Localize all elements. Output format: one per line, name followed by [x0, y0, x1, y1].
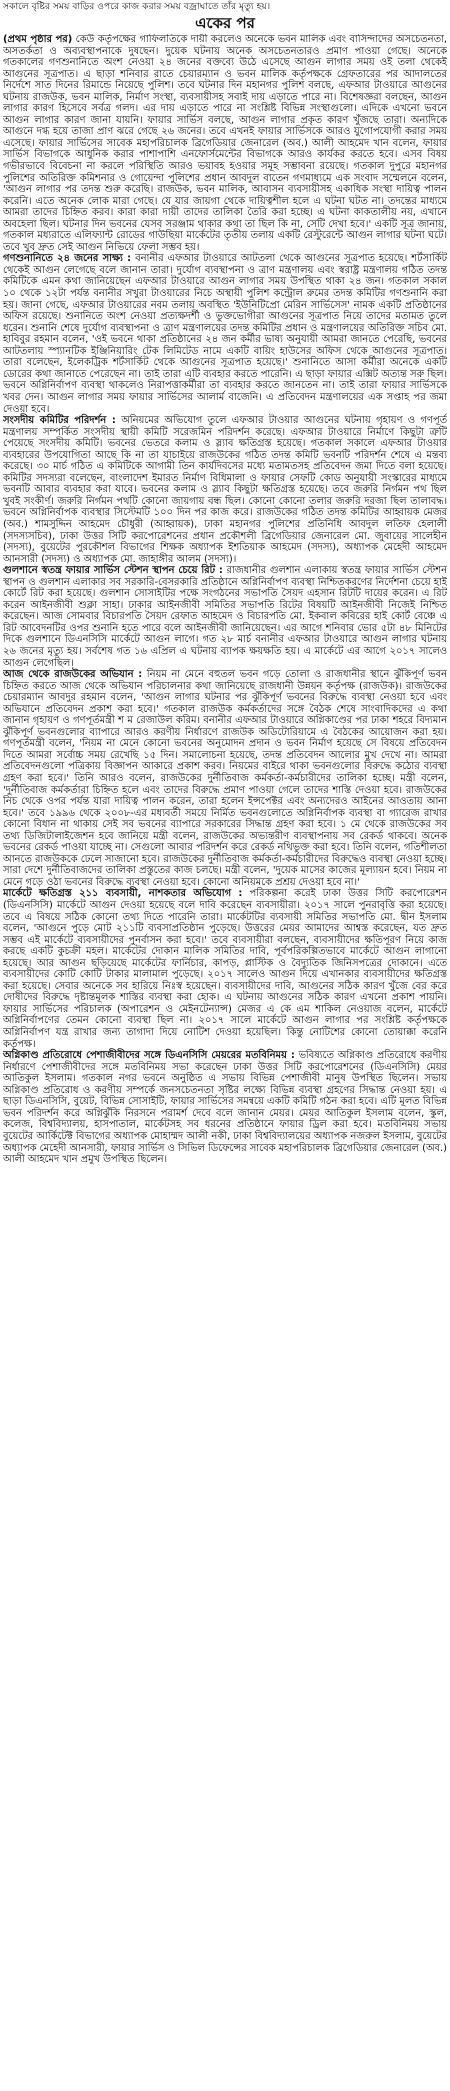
continuation-marker: (প্রথম পৃষ্ঠার পর): [3, 34, 73, 45]
paragraph-text: কেউ কর্তৃপক্ষের গাফিলতিকে দায়ী করলেও অনেকে ভবন মালিক এবং বাসিন্দাদের অসচেতনতা, অসতর্কতা ও অব্যবস্থাপনাকে দুষছেন। দুয়েক ঘটনায় অনেক অসচেতনতারও প্রমাণ পাওয়া গেছে। অনেকে গতকালের গণশুনানিতে অংশ নেওয়া ২৪ জনের বক্তব্যে উঠে এসেছে আগুন লাগার সময় ওই তলা থেকেই আগুনের সূত্রপাত। এ ছাড়া শনিবার রাতে চেয়ারম্যান ও ভবন মালিক কর্তৃপক্ষকে গ্রেফতারের পর আদালতের নির্দেশে সাত দিনের রিমান্ডে নিয়েছে পুলিশ। তবে ঘটনার দিন মহানগর পুলিশ বলছে, এফআর টাওয়ারে আগুনের ঘটনায় রাজউক, ভবন মালিক, নির্মাণ সংস্থা, ব্যবসায়ীসহ সবাই দায় এড়াতে পারে না। বিশেষজ্ঞরা বলছেন, আগুন লাগার কারণ হিসেবে সর্বত্র গলদ। এর দায় এড়াতে পারে না সংশ্লিষ্ট বিভিন্ন সংস্থাগুলো। এদিকে এখনো ভবনে আগুন লাগার কারণ জানা যায়নি। ফায়ার সার্ভিস বলছে, আগুন লাগার প্রকৃত কারণ খুঁজছে তারা। অন্যদিকে আগুনে দগ্ধ হয়ে তাজা প্রাণ ঝরে গেছে ২৬ জনের। তবে এখনই ফায়ার সার্ভিসকে আরও যুগোপযোগী করার সময় এসেছে। ফায়ার সার্ভিসের সাবেক মহাপরিচালক ব্রিগেডিয়ার জেনারেল (অব.) আলী আহমেদ খান বলেন, ফায়ার সার্ভিস বিভাগকে আধুনিক করার পাশাপাশি এনফোর্সমেন্টের বিভাগকে আরও কার্যকর করতে হবে। এসব বিষয় গভীরভাবে বিবেচনা না করলে পরিস্থিতি আরও ভয়াবহ হওয়ার সমূহ সম্ভাবনা রয়েছে। গতকাল দুপুরে মহানগর পুলিশের অতিরিক্ত কমিশনার ও গোয়েন্দা পুলিশের প্রধান আবদুল বাতেন গণমাধ্যমে এক সংবাদ সম্মেলনে বলেন, 'আগুন লাগার পর তদন্ত শুরু করেছি। রাজউক, ভবন মালিক, আবাসন ব্যবসায়ীসহ একাধিক সংস্থা দায়িত্ব পালন করেনি। এতে অনেক লোক মারা গেছে। যে যার জায়গা থেকে দায়িত্বশীল হলে এ ঘটনা ঘটত না। তদন্তের মাধ্যমে আমরা তাদের চিহ্নিত করব। কারা কারা দায়ী তাদের তালিকা তৈরি করা হচ্ছে। এ ঘটনা কাকতালীয় নয়, এখানে অবহেলা ছিল। ঘটনার দিন ভবনের যেসব সরঞ্জাম থাকার কথা তা ছিল কি না, সেটি দেখা হবে।' একটি সূত্র জানায়, গতকাল মধ্যরাতে এলিফ্যান্ট রোডের গাউছিয়া মার্কেটের তৃতীয় তলায় একটি রেস্টুরেন্টে আগুন লাগার ঘটনা ঘটে। তবে খুব দ্রুত সেই আগুন নিভিয়ে ফেলা সম্ভব হয়।: [3, 34, 447, 253]
paragraph-text: অনিয়মের অভিযোগ তুলে এফআর টাওয়ার আগুনের ঘটনায় গৃহায়ণ ও গণপূর্ত মন্ত্রণালয় সম্পর্কিত সংসদীয় স্থায়ী কমিটি সরেজমিন পরিদর্শন করেছে। এফআর টাওয়ারে নির্মাণে কিছুটা ত্রুটি পেয়েছে সংসদীয় কমিটি। ভবনের ভেতরে কলাম ও স্ল্যাব ক্ষতিগ্রস্ত হয়েছে। গতকাল সকালে এফআর টাওয়ার ব্যবহারের উপযোগিতা আছে কি না তা যাচাইয়ে রাজউকের গঠিত তদন্ত কমিটি ভবনটি পরিদর্শন শেষে এ মন্তব্য করেছে। ৩০ মার্চ গঠিত এ কমিটিকে আগামী তিন কার্যদিবসের মধ্যে মতামতসহ প্রতিবেদন জমা দিতে বলা হয়েছে। কমিটির সদস্যরা বলেছেন, বাংলাদেশ ইমারত নির্মাণ বিধিমালা ও ফায়ার সেফটি কোড অনুযায়ী সংস্কারের মাধ্যমে ভবনটি আবার ব্যবহার করা যাবে। ভবনের কলাম ও স্ল্যাব কিছুটা ক্ষতিগ্রস্ত হয়েছে। তবে জরুরি নির্গমন পথ ছিল খুবই সংকীর্ণ। জরুরি নির্গমন পথটি কোনো জায়গায় বন্ধ ছিল। কোনো কোনো তলার জরুরি দরজা ছিল তালাবদ্ধ। ভবনে অগ্নিনির্বাপক ব্যবস্থার সিস্টেমটি ১০০ দিন পর কাজ করে। রাজউকের গঠিত তদন্ত কমিটির আহ্বায়ক মেজর (অব.) শামসুদ্দিন আহমেদ চৌধুরী (আহ্বায়ক), ঢাকা মহানগর পুলিশের প্রতিনিধি আবদুল লতিফ হেলালী (সদস্যসচিব), ঢাকা উত্তর সিটি করপোরেশনের প্রধান প্রকৌশলী ব্রিগেডিয়ার জেনারেল মো. জুবায়ের সালেহীন (সদস্য), বুয়েটের পুরকৌশল বিভাগের শিক্ষক অধ্যাপক ইশতিয়াক আহমেদ (সদস্য), অধ্যাপক মেহেদী আহমেদ আনসারী (সদস্য) ও অধ্যাপক মো. জাহাঙ্গীর আলম (সদস্য)।: [3, 415, 447, 565]
paragraph-text: রাজধানীর গুলশান এলাকায় স্বতন্ত্র ফায়ার সার্ভিস স্টেশন স্থাপন ও গুলশান এলাকার সব সরকারি-বেসরকারি প্রতিষ্ঠানে অগ্নিনির্বাপণ ব্যবস্থা নিশ্চিতকরণের নির্দেশনা চেয়ে হাই কোর্টে রিট করা হয়েছে। গুলশান সোসাইটির পক্ষে সংগঠনের সভাপতি সৈয়দ এহসান রিটটি দায়ের করেন। এ রিট করেন আইনজীবী শুক্লা সাহা। ঢাকার আইনজীবী সমিতির সভাপতি রিটের বিষয়টি আইনজীবী নিজেই নিশ্চিত করেছেন। আজ সোমবার বিচারপতি সৈয়দ রেফাত আহমেদ ও বিচারপতি মো. ইকবাল কবিরের হাই কোর্ট বেঞ্চে এ রিট আবেদনটির ওপর শুনানি হতে পারে বলে আইনজীবী জানিয়েছেন। এর আগে শনিবার ভোর ৫টা ৪৮ মিনিটের দিকে গুলশানে ডিএনসিসি মার্কেটে আগুন লাগে। গত ২৮ মার্চ বনানীর এফআর টাওয়ারে আগুন লাগার ঘটনায় ২৬ জনের মৃত্যু হয়। সর্বশেষ গত ১৬ এপ্রিল এ ঘটনায় ব্যাপক ক্ষয়ক্ষতি হয়। এ মার্কেটে এর আগে ২০১৭ সালেও আগুন লেগেছিল।: [3, 565, 447, 669]
article-paragraph: [3, 669, 447, 888]
previous-article-tail: সকালে বৃষ্টির সময় বাড়ির ওপরে কাজ করার সময় বজ্রাঘাতে তাঁর মৃত্যু হয়।: [3, 1, 271, 12]
section-subhead: অগ্নিকাণ্ড প্রতিরোধে পেশাজীবীদের সঙ্গে ডিএনসিসি মেয়রের মতবিনিময় :: [3, 1050, 295, 1062]
section-subhead: মার্কেটে ক্ষতিগ্রস্ত ২১১ ব্যবসায়ী, নাশকতার অভিযোগ :: [3, 888, 243, 900]
article-paragraph: [3, 565, 447, 669]
article-paragraph: [3, 34, 447, 253]
article-paragraph: [3, 415, 447, 565]
article-paragraph: [3, 253, 447, 415]
article-headline: একের পর: [195, 14, 255, 32]
section-subhead: আজ থেকে রাজউকের অভিযান :: [3, 669, 143, 681]
paragraph-text: পরিকল্পনা করেই ঢাকা উত্তর সিটি করপোরেশন (ডিএনসিসি) মার্কেটে আগুন দেওয়া হয়েছে বলে দাবি করেছেন ব্যবসায়ীরা। ২০১৭ সালে পুনরাবৃত্তি করা হয়েছে। তবে এ বিষয়ে সঠিক কোনো তথ্য দিতে পারেনি তারা। মার্কেটটির ব্যবসায়ী সমিতির সভাপতি মো. দ্বীন ইসলাম বলেন, 'আগুনে পুড়ে মোট ২১১টি ব্যবসাপ্রতিষ্ঠান পুড়েছে। উত্তরের মেয়র আমাদের আশ্বস্ত করেছেন, যত দ্রুত সম্ভব এই মার্কেটে ব্যবসায়ীদের পুনর্বাসন করা হবে।' তবে ব্যবসায়ীরা বলছেন, ব্যবসায়ীদের ক্ষতিপূরণ নিয়ে কাজ করছে একটি কুচক্রী মহল। মার্কেটের দোকান মালিক সমিতির দাবি, পূর্বপরিকল্পিতভাবে মার্কেটে আগুন লাগানো হয়েছে। আর আগুন ছড়িয়েছে মার্কেটের ফার্নিচার, কাপড়, প্লাস্টিক ও বৈদ্যুতিক জিনিসপত্রের দোকানে। এতে ব্যবসায়ীদের কোটি কোটি টাকার মালামাল পুড়েছে। ২০১৭ সালেও আগুন দিয়ে এখানকার ব্যবসায়ীদের ক্ষতিগ্রস্ত করা হয়েছে। সেবার অনেকে সব হারিয়ে নিঃস্ব হয়েছেন। ব্যবসায়ীদের দাবি, আগুনের সঠিক কারণ খুঁজে বের করে দোষীদের বিরুদ্ধে দৃষ্টান্তমূলক শাস্তির ব্যবস্থা করা হোক। এ ঘটনায় আগুনের সঠিক কারণ এখনো প্রকাশ পায়নি। ফায়ার সার্ভিসের পরিচালক (অপারেশন ও মেইনটেন্যান্স) মেজর এ কে এম শাকিল নেওয়াজ বলেন, মার্কেটে অগ্নিনির্বাপণের তেমন কোনো ব্যবস্থা ছিল না। ২০১৭ সালে মার্কেটে আগুন লাগার পর সংশ্লিষ্ট কর্তৃপক্ষকে অগ্নিনির্বাপণ যন্ত্র রাখার জন্য তাগাদা দিয়ে নোটিশ দেওয়া হয়েছিল। কিন্তু নোটিশের কোনো তোয়াক্কা করেনি কর্তৃপক্ষ।: [3, 888, 447, 1050]
paragraph-text: ভবিষ্যতে অগ্নিকাণ্ড প্রতিরোধে করণীয় নির্ধারণে পেশাজীবীদের সঙ্গে মতবিনিময় সভা করেছেন ঢাকা উত্তর সিটি করপোরেশনের (ডিএনসিসি) মেয়র আতিকুল ইসলাম। গতকাল নগর ভবনে অনুষ্ঠিত এ সভায় বিভিন্ন পেশাজীবী মানুষ উপস্থিত ছিলেন। সভায় অগ্নিকাণ্ড প্রতিরোধ ও করণীয় সম্পর্কে জনসচেতনতা সৃষ্টির লক্ষ্যে বিভিন্ন ব্যবস্থা গ্রহণের সিদ্ধান্ত নেওয়া হয়। এ ছাড়া ডিএনসিসি, বুয়েট, বিভিন্ন সোসাইটি, ফায়ার সার্ভিসের সমন্বয়ে একটি কমিটি গঠন করা হবে। এটি মূলত বিভিন্ন ভবন পরিদর্শন করে অগ্নিঝুঁকি নিরসনে পরামর্শ দেবে বলে জানান মেয়র। মেয়র আতিকুল ইসলাম বলেন, স্কুল, কলেজ, বিশ্ববিদ্যালয়, হাসপাতাল, মার্কেটসহ সব ধরনের প্রতিষ্ঠানে ফায়ার ড্রিল করা হবে। মতবিনিময় সভায় বুয়েটের আর্কিটেক্ট বিভাগের অধ্যাপক মোহাম্মদ আলী নকী, ঢাকা বিশ্ববিদ্যালয়ের অধ্যাপক নজরুল ইসলাম, বুয়েটের অধ্যাপক মেহেদী আনসারী, ফায়ার সার্ভিস ও সিভিল ডিফেন্সের সাবেক মহাপরিচালক ব্রিগেডিয়ার জেনারেল (অব.) আলী আহমেদ খান প্রমুখ উপস্থিত ছিলেন।: [3, 1050, 447, 1166]
article-body: [3, 34, 447, 2085]
section-subhead: গণশুনানিতে ২৪ জনের সাক্ষ্য :: [3, 253, 132, 265]
paragraph-text: নিয়ম না মেনে বহুতল ভবন গড়ে তোলা ও রাজধানীর স্থানে ঝুঁকিপূর্ণ ভবন চিহ্নিত করতে আজ থেকে অভিযান পরিচালনার কথা জানিয়েছে রাজধানী উন্নয়ন কর্তৃপক্ষ (রাজউক)। রাজউকের চেয়ারম্যান আবদুর রহমান বলেন, 'আগুন লাগার ঘটনার পর ঝুঁকিপূর্ণ ভবনের বিরুদ্ধে ব্যবস্থা নেওয়া হবে এবং অভিযানে প্রতিবেদন প্রকাশ করা হবে।' গতকাল রাজউক কর্মকর্তাদের সঙ্গে বৈঠক শেষে সাংবাদিকদের এ কথা জানান গৃহায়ণ ও গণপূর্তমন্ত্রী শ ম রেজাউল করিম। বনানীর এফআর টাওয়ারে অগ্নিকাণ্ডের পর ঢাকা শহরে বিদ্যমান ঝুঁকিপূর্ণ ভবনগুলোর ব্যাপারে আরও করণীয় নির্ধারণে রাজউক অডিটোরিয়ামে এ বৈঠকের আয়োজন করা হয়। গণপূর্তমন্ত্রী বলেন, 'নিয়ম না মেনে কোনো ভবনের অনুমোদন প্রদান ও ভবন নির্মাণ হয়েছে সে বিষয়ে প্রতিবেদন দিতে আমরা সর্বোচ্চ সময় রেখেছি ১৫ দিন। সমালোচনা হয়েছে, তদন্ত প্রতিবেদন আলোর মুখ দেখে না। আমরা প্রতিবেদনগুলো পত্রিকায় বিজ্ঞাপন আকারে প্রকাশ করব। নিয়মের বাইরে থাকা ভবনগুলোর বিরুদ্ধে কঠোর ব্যবস্থা গ্রহণ করা হবে।' তিনি আরও বলেন, রাজউকের দুর্নীতিবাজ কর্মকর্তা-কর্মচারীদের তালিকা হচ্ছে। মন্ত্রী বলেন, 'দুর্নীতিবাজ কর্মকর্তারা চিহ্নিত হলে এবং তাদের বিরুদ্ধে প্রমাণ পাওয়া গেলে তাদের শাস্তি দেওয়া হবে। রাজউকের নিচ থেকে ওপর পর্যন্ত যারা দায়িত্ব পালন করেন, তারা হলেন ইন্সপেক্টর এবং অন্যদেরও আইনের আওতায় আনা হবে।' তবে ১৯৯৬ থেকে ২০০৮-এর মধ্যবর্তী সময়ে নির্মিত ভবনগুলোতে অগ্নিনির্বাপক ব্যবস্থা বা গ্যারেজ রাখার কোনো বিধান না থাকায় সেই সব ভবনের ব্যাপারে সরকারের সিদ্ধান্ত গ্রহণ করা হবে। ১ মে থেকে রাজউকের সব তথ্য ডিজিটালাইজেশন হবে জানিয়ে মন্ত্রী বলেন, রাজউকের অভ্যন্তরীণ ব্যবস্থাপনায় সব রেকর্ড থাকবে। অনেক ভবনের রেকর্ড পাওয়া যাচ্ছে না। সেগুলো আবার পরিদর্শন করে রেকর্ড নথিভুক্ত করা হবে। তিনি বলেন, গতিশীলতা আনতে রাজউককে ঢেলে সাজানো হবে। রাজউকের দুর্নীতিবাজ কর্মকর্তা-কর্মচারীদের বিরুদ্ধেও ব্যবস্থা নেওয়া হচ্ছে। সারা দেশে দুর্নীতিবাজদের তালিকা প্রস্তুতের কাজ চলছে। মন্ত্রী বলেন, 'দুয়েক মাসের কাজের মূল্যায়ন হবে। নিয়ম না মেনে গড়ে ওঠা ভবনের বিরুদ্ধে ব্যবস্থা নেওয়া হবে। কোনো অনিয়মকে প্রশ্রয় দেওয়া হবে না।': [3, 669, 447, 888]
paragraph-text: বনানীর এফআর টাওয়ারে আটতলা থেকে আগুনের সূত্রপাত হয়েছে। শর্টসার্কিট থেকেই আগুন লেগেছে বলে জানান তারা। দুর্যোগ ব্যবস্থাপনা ও ত্রাণ মন্ত্রণালয় এবং স্বরাষ্ট্র মন্ত্রণালয় গঠিত তদন্ত কমিটিকে এমন কথা জানিয়েছেন এফআর টাওয়ারে আগুন লাগার সময় উপস্থিত থাকা ২৪ জন। গতকাল সকাল ১০ থেকে ১২টা পর্যন্ত বনানীর সখুরা টাওয়ারের নিচে অস্থায়ী পুলিশ কন্ট্রোল রুমের তদন্ত কমিটির গণশুনানি করা হয়। জানা গেছে, এফআর টাওয়ারের নবম তলায় অবস্থিত 'ইউনিটিপ্রো মেরিন সার্ভিসেস' নামক একটি প্রতিষ্ঠানের অফিস রয়েছে। শুনানিতে অংশ নেওয়া প্রত্যক্ষদর্শী ও ভুক্তভোগীরা আগুনের সূত্রপাত নিয়ে তাদের মতামত তুলে ধরেন। শুনানি শেষে দুর্যোগ ব্যবস্থাপনা ও ত্রাণ মন্ত্রণালয়ের তদন্ত কমিটির প্রধান ও মন্ত্রণালয়ের অতিরিক্ত সচিব মো. হাবিবুর রহমান বলেন, 'ওই ভবনে থাকা প্রতিষ্ঠানের ২৪ জন কর্মীর ভাষ্য অনুযায়ী আমরা জানতে পেরেছি, ভবনের আটতলায় স্প্যানটিক ইঞ্জিনিয়ারিং টেক লিমিটেড নামে একটি বায়িং হাউসের অফিস থেকে আগুনের সূত্রপাত। তারা বলেছেন, ইলেকট্রিক শর্টসার্কিট থেকে আগুনের সূত্রপাত হয়েছে।' শুনানিতে আসা কর্মীরা অনেকে একটি ডোরের কথা জানাতে পেরেছেন না। তাই তারা এটি ব্যবহার করতে পারেনি। এ ছাড়া ফায়ার এক্সিট অত্যন্ত সরু ছিল। ভবনে অগ্নিনির্বাপণ ব্যবস্থা থাকলেও নিরাপত্তাকর্মীরা তা ব্যবহার করতে জানতেন না। তাই তারা ফায়ার সার্ভিসকে খবর দেন। আগুন লাগার সময় ফায়ার সার্ভিসের আলার্ম বাজেনি। এ প্রতিবেদন মন্ত্রণালয়ের এক সপ্তাহ পর জমা দেওয়া হবে।: [3, 253, 447, 415]
article-paragraph: [3, 888, 447, 1050]
article-paragraph: [3, 1050, 447, 1165]
section-subhead: সংসদীয় কমিটির পরিদর্শন :: [3, 415, 116, 427]
section-subhead: গুলশানে স্বতন্ত্র ফায়ার সার্ভিস স্টেশন স্থাপন চেয়ে রিট :: [3, 565, 223, 577]
